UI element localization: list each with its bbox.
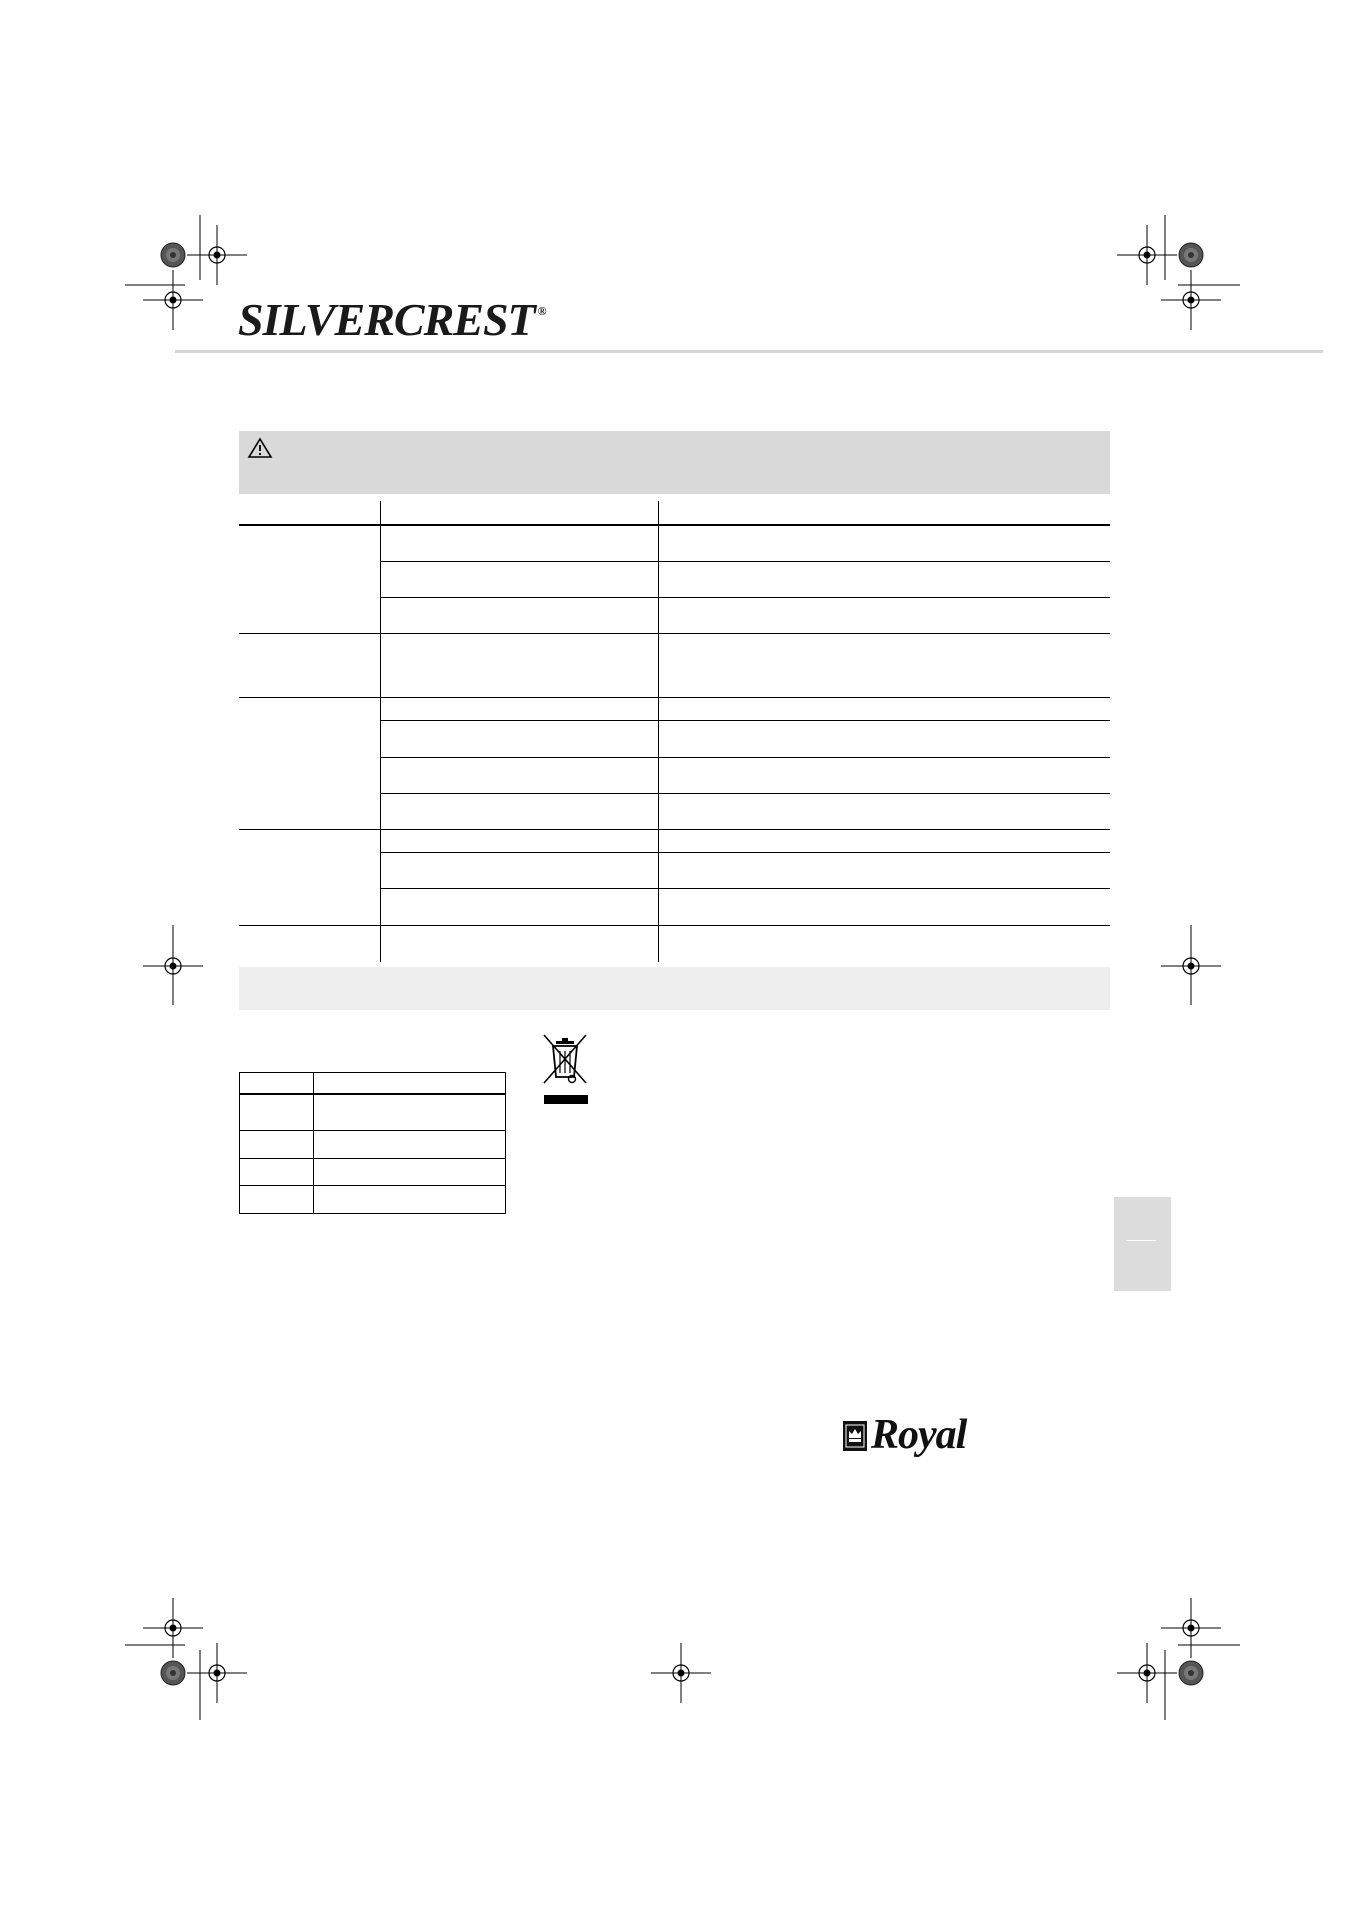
- table-row-rule: [380, 888, 1110, 889]
- spec-table-rule: [239, 1072, 506, 1073]
- spec-table-rule: [239, 1185, 506, 1186]
- spec-table-rule: [239, 1213, 506, 1214]
- warning-triangle-icon: [247, 437, 273, 459]
- spec-table-header-rule: [239, 1093, 506, 1095]
- crown-icon: [843, 1421, 867, 1451]
- crossed-bin-icon: [542, 1033, 590, 1107]
- table-group-rule: [239, 829, 1110, 830]
- table-group-rule: [239, 633, 1110, 634]
- spec-table-divider: [313, 1072, 314, 1213]
- table-col-divider: [380, 501, 381, 962]
- table-row-rule: [380, 793, 1110, 794]
- royal-wordmark: Royal: [871, 1412, 967, 1458]
- table-row-rule: [380, 852, 1110, 853]
- table-row-rule: [380, 757, 1110, 758]
- note-band: [239, 967, 1110, 1010]
- table-row-rule: [380, 720, 1110, 721]
- royal-logo: [843, 1412, 1011, 1458]
- side-tab-tick: [1126, 1240, 1156, 1241]
- table-group-rule: [239, 925, 1110, 926]
- table-group-rule: [239, 697, 1110, 698]
- brand-name: SILVERCREST: [238, 294, 535, 345]
- spec-table-edge: [239, 1072, 240, 1213]
- registered-mark: ®: [537, 304, 546, 318]
- table-col-divider: [658, 501, 659, 962]
- table-row-rule: [380, 597, 1110, 598]
- table-header-rule: [239, 524, 1110, 526]
- warning-band: [239, 431, 1110, 494]
- spec-table-rule: [239, 1158, 506, 1159]
- spec-table-edge: [505, 1072, 506, 1213]
- spec-table-rule: [239, 1130, 506, 1131]
- language-side-tab: [1114, 1197, 1171, 1291]
- table-row-rule: [380, 561, 1110, 562]
